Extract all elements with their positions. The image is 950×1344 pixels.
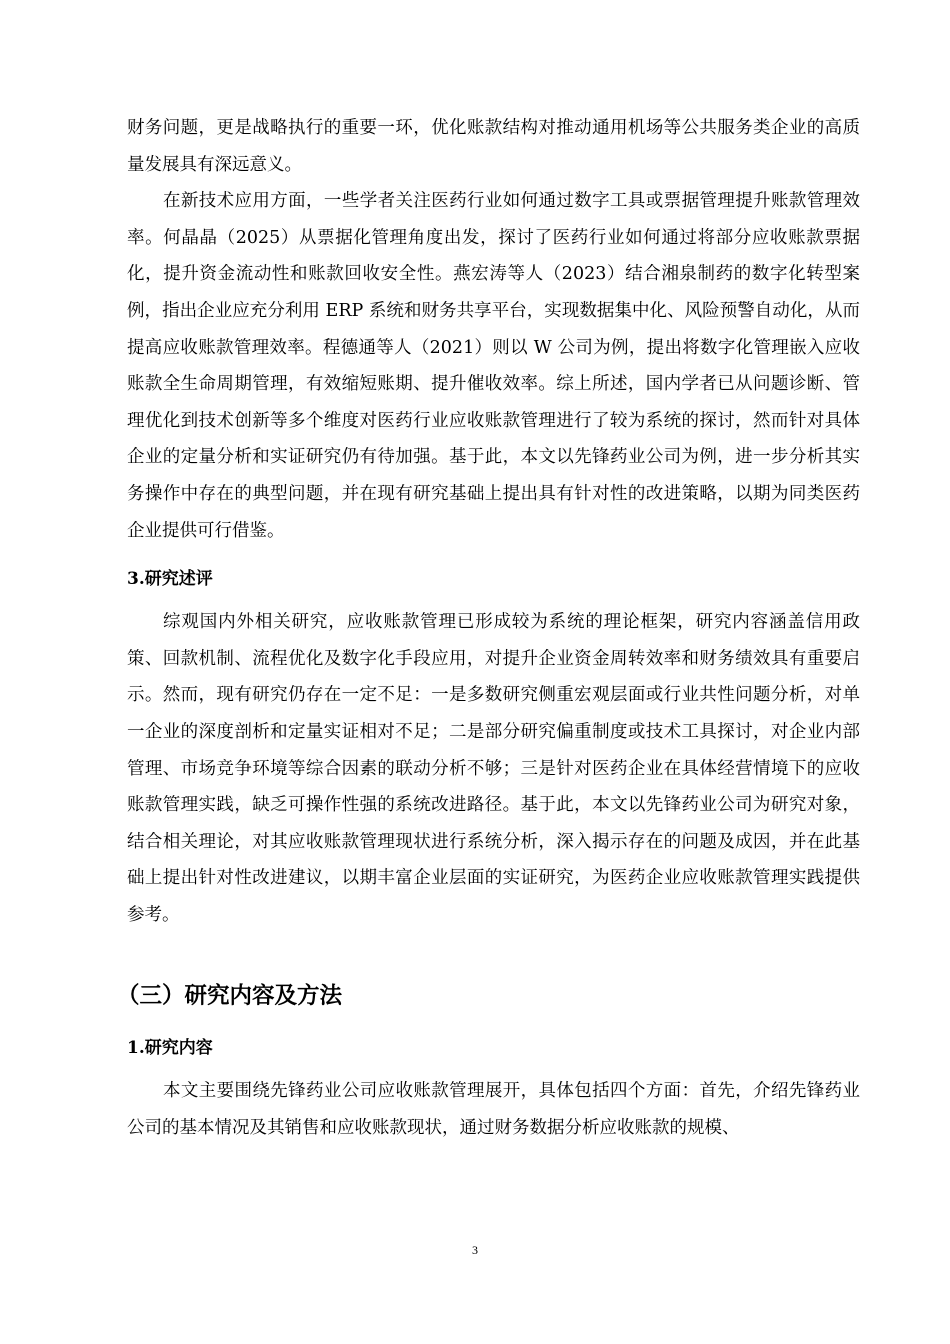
heading-research-content: 1.研究内容 (127, 1038, 213, 1059)
paragraph-continuation: 财务问题，更是战略执行的重要一环，优化账款结构对推动通用机场等公共服务类企业的高质量发展具有深远意义。 (127, 118, 860, 175)
heading-research-review: 3.研究述评 (127, 569, 213, 590)
paragraph-research-content: 本文主要围绕先锋药业公司应收账款管理展开，具体包括四个方面：首先，介绍先锋药业公司的基本情况及其销售和应收账款现状，通过财务数据分析应收账款的规模、 (127, 1081, 860, 1139)
page-number: 3 (472, 1243, 478, 1257)
paragraph-research-review: 综观国内外相关研究，应收账款管理已形成较为系统的理论框架，研究内容涵盖信用政策、回款机制、流程优化及数字化手段应用，对提升企业资金周转效率和财务绩效具有重要启示。然而，现有研究仍存在一定不足：一是多数研究侧重宏观层面或行业共性问题分析，对单一企业的深度剖析和定量实证相对不足；二是部分研究偏重制度或技术工具探讨，对企业内部管理、市场竞争环境等综合因素的联动分析不够；三是针对医药企业在具体经营情境下的应收账款管理实践，缺乏可操作性强的系统改进路径。基于此，本文以先锋药业公司为研究对象，结合相关理论，对其应收账款管理现状进行系统分析，深入揭示存在的问题及成因，并在此基础上提出针对性改进建议，以期丰富企业层面的实证研究，为医药企业应收账款管理实践提供参考。 (127, 612, 860, 925)
paragraph-new-technology: 在新技术应用方面，一些学者关注医药行业如何通过数字工具或票据管理提升账款管理效率。何晶晶（2025）从票据化管理角度出发，探讨了医药行业如何通过将部分应收账款票据化，提升资金流动性和账款回收安全性。燕宏涛等人（2023）结合湘泉制药的数字化转型案例，指出企业应充分利用 ERP 系统和财务共享平台，实现数据集中化、风险预警自动化，从而提高应收账款管理效率。程德通等人（2021）则以 W 公司为例，提出将数字化管理嵌入应收账款全生命周期管理，有效缩短账期、提升催收效率。综上所述，国内学者已从问题诊断、管理优化到技术创新等多个维度对医药行业应收账款管理进行了较为系统的探讨，然而针对具体企业的定量分析和实证研究仍有待加强。基于此，本文以先锋药业公司为例，进一步分析其实务操作中存在的典型问题，并在现有研究基础上提出具有针对性的改进策略，以期为同类医药企业提供可行借鉴。 (127, 191, 860, 541)
heading-research-content-and-methods: （三）研究内容及方法 (117, 983, 343, 1010)
document-body (117, 110, 860, 1147)
